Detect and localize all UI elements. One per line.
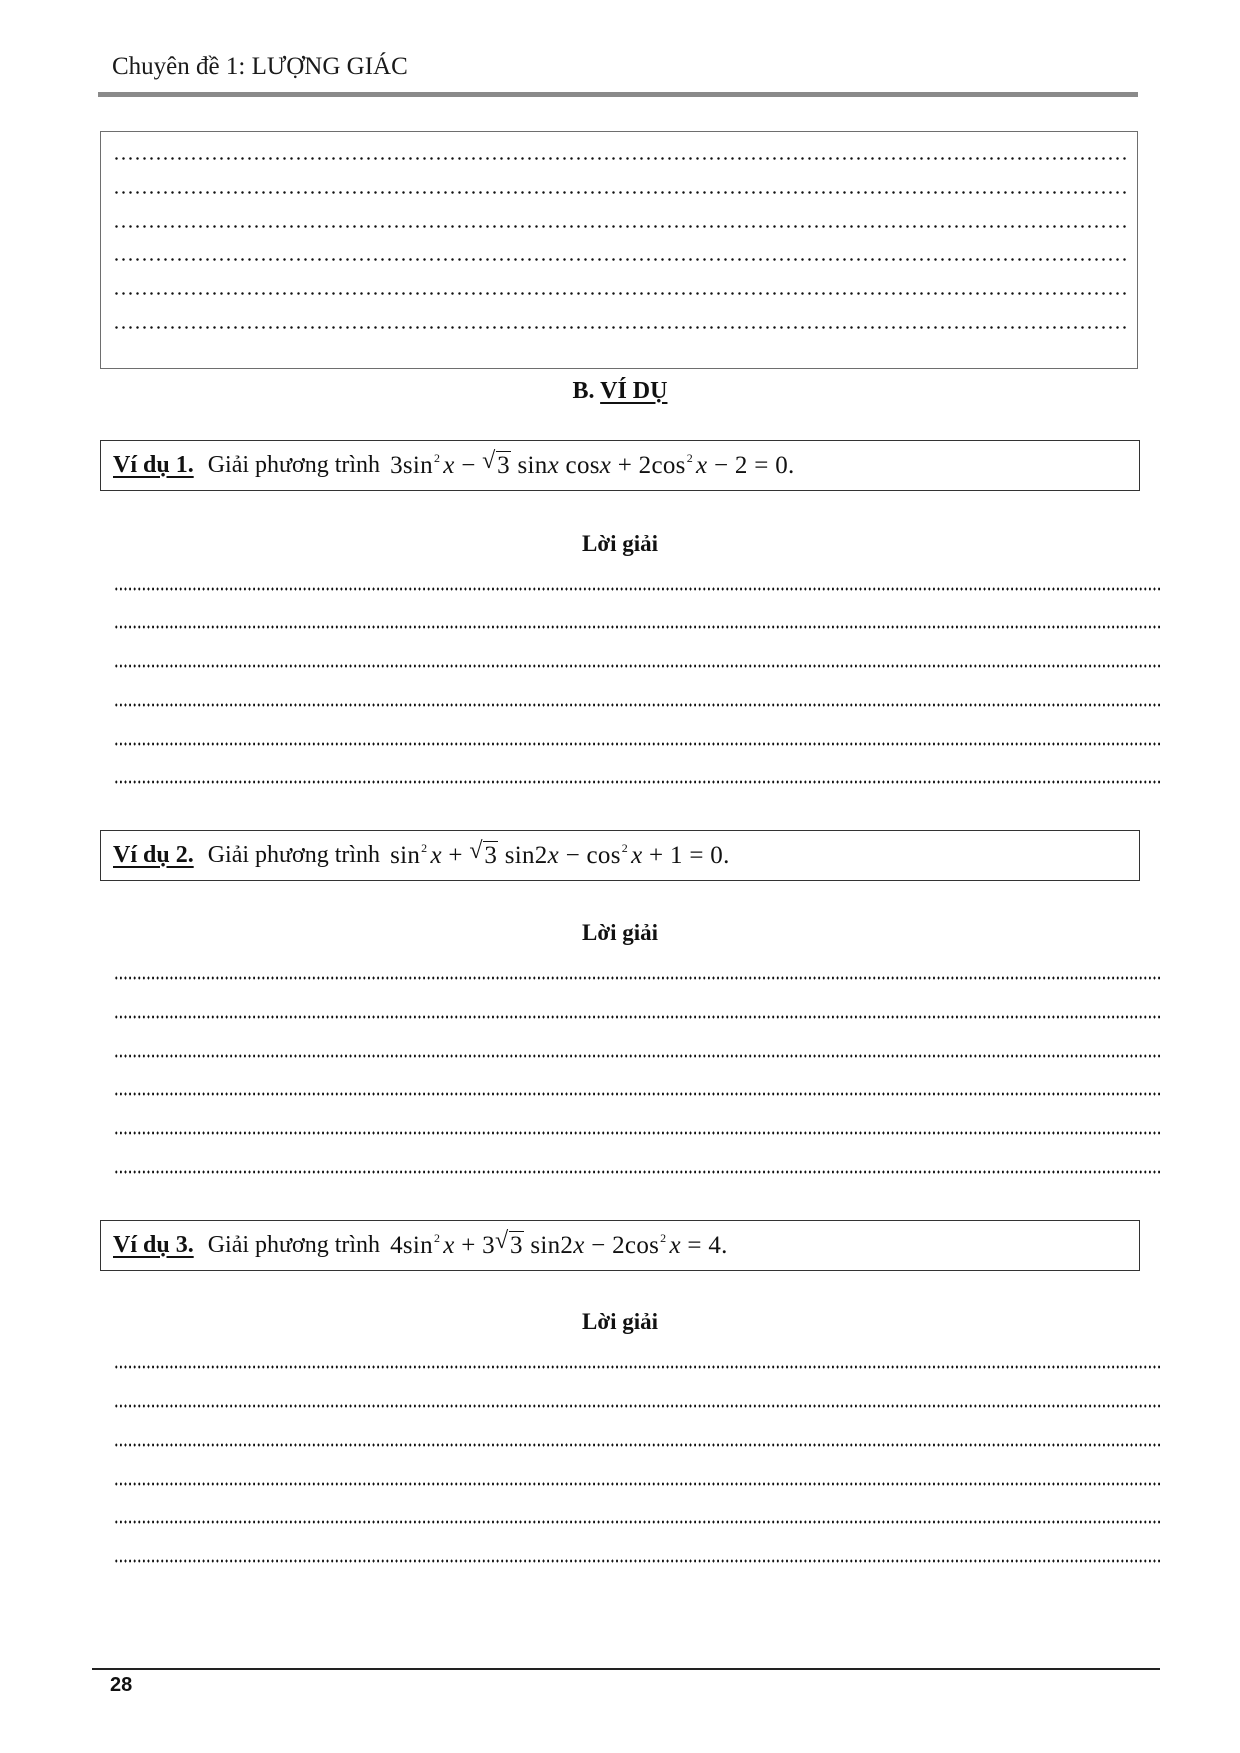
example-equation: $4\sin^2$ x + 3 √ 3 $\sin 2x - 2\cos^2$ x = 4. bbox=[390, 1231, 728, 1260]
solution-heading: Lời giải bbox=[582, 531, 658, 556]
answer-line bbox=[114, 1520, 1160, 1524]
example-equation: $\sin^2 x$ + √ 3 $\sin 2x - \cos^2 x + 1 = 0$. bbox=[390, 841, 730, 870]
answer-line bbox=[114, 1482, 1160, 1486]
example-label: Ví dụ 1. bbox=[113, 452, 194, 478]
solution-heading: Lời giải bbox=[582, 920, 658, 945]
section-title: VÍ DỤ bbox=[600, 378, 668, 404]
note-line bbox=[113, 326, 1126, 329]
section-heading bbox=[0, 376, 1240, 406]
answer-line bbox=[114, 1092, 1160, 1096]
notes-box bbox=[100, 131, 1138, 369]
answer-line bbox=[114, 780, 1160, 784]
answer-line bbox=[114, 1559, 1160, 1563]
footer-divider bbox=[92, 1668, 1160, 1670]
example-instruction: Giải phương trình bbox=[207, 1232, 381, 1258]
example-label: Ví dụ 3. bbox=[113, 1232, 194, 1258]
answer-line bbox=[114, 1404, 1160, 1408]
answer-line bbox=[114, 1054, 1160, 1058]
note-line bbox=[113, 225, 1126, 228]
answer-line bbox=[114, 587, 1160, 591]
solution-heading: Lời giải bbox=[582, 1309, 658, 1334]
answer-line bbox=[114, 976, 1160, 980]
answer-line bbox=[114, 625, 1160, 629]
note-line bbox=[113, 157, 1126, 160]
example-3-box bbox=[100, 1220, 1140, 1271]
example-instruction: Giải phương trình bbox=[207, 452, 381, 478]
answer-line bbox=[114, 1131, 1160, 1135]
answer-line bbox=[114, 703, 1160, 707]
example-1-box bbox=[100, 440, 1140, 491]
answer-line bbox=[114, 1443, 1160, 1447]
example-2-box bbox=[100, 830, 1140, 881]
answer-line bbox=[114, 1365, 1160, 1369]
answer-line bbox=[114, 1015, 1160, 1019]
note-line bbox=[113, 258, 1126, 261]
example-equation: $3\sin^2$ x − √ 3 sinx $\cos x + 2\cos^2$ x − 2 = 0. bbox=[390, 451, 795, 480]
answer-line bbox=[114, 1170, 1160, 1174]
example-instruction: Giải phương trình bbox=[207, 842, 381, 868]
example-label: Ví dụ 2. bbox=[113, 842, 194, 868]
header-divider bbox=[98, 92, 1138, 97]
answer-line bbox=[114, 742, 1160, 746]
section-prefix: B. bbox=[572, 378, 595, 404]
page-number: 28 bbox=[110, 1674, 133, 1696]
answer-line bbox=[114, 664, 1160, 668]
note-line bbox=[113, 292, 1126, 295]
note-line bbox=[113, 191, 1126, 194]
chapter-title: Chuyên đề 1: LƯỢNG GIÁC bbox=[112, 53, 408, 80]
